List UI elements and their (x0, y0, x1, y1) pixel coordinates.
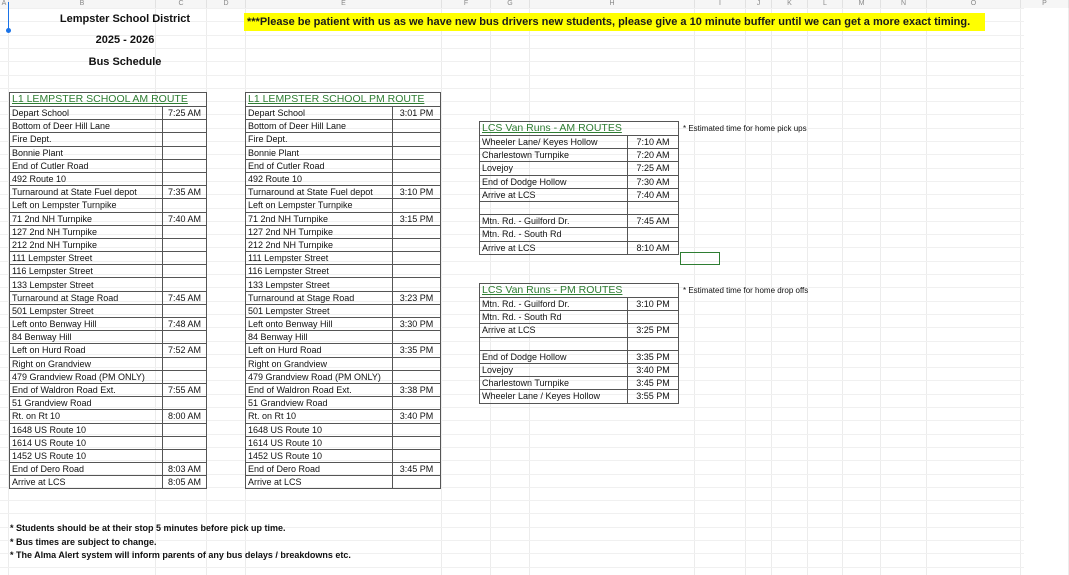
stop-time[interactable] (163, 397, 207, 410)
stop-time[interactable] (163, 265, 207, 278)
table-row (10, 238, 207, 251)
column-header-n[interactable]: N (881, 0, 927, 8)
table-row (246, 449, 441, 462)
stop-time[interactable]: 3:10 PM (628, 298, 679, 311)
stop-name[interactable]: 501 Lempster Street (246, 304, 393, 317)
stop-name[interactable]: 51 Grandview Road (246, 397, 393, 410)
stop-time[interactable] (393, 278, 441, 291)
stop-name[interactable]: Bottom of Deer Hill Lane (10, 120, 163, 133)
stop-time[interactable]: 7:20 AM (628, 149, 679, 162)
stop-name[interactable]: Wheeler Lane/ Keyes Hollow (480, 136, 628, 149)
table-row (480, 377, 679, 390)
stop-name[interactable]: Mtn. Rd. - South Rd (480, 228, 628, 241)
table-row (246, 199, 441, 212)
table-row (10, 449, 207, 462)
table-row (246, 423, 441, 436)
table-row (10, 397, 207, 410)
footer-note-3: * The Alma Alert system will inform parents of any bus delays / breakdowns etc. (10, 550, 351, 560)
grid-hline (0, 88, 1024, 89)
table-row (246, 291, 441, 304)
pm_route-title: L1 LEMPSTER SCHOOL PM ROUTE (246, 93, 441, 107)
table-row (10, 423, 207, 436)
stop-time[interactable] (163, 449, 207, 462)
stop-time[interactable] (163, 304, 207, 317)
stop-name[interactable]: Fire Dept. (10, 133, 163, 146)
stop-name[interactable]: 212 2nd NH Turnpike (10, 238, 163, 251)
stop-time[interactable] (163, 331, 207, 344)
stop-name[interactable]: 111 Lempster Street (246, 252, 393, 265)
stop-time[interactable] (393, 133, 441, 146)
stop-name[interactable]: Depart School (10, 107, 163, 120)
table-row (10, 304, 207, 317)
grid-hline (0, 500, 1024, 501)
stop-time[interactable]: 7:25 AM (163, 107, 207, 120)
stop-name[interactable]: 1614 US Route 10 (10, 436, 163, 449)
table-row (10, 436, 207, 449)
stop-time[interactable] (163, 436, 207, 449)
stop-name[interactable]: End of Dero Road (10, 463, 163, 476)
stop-time[interactable] (163, 199, 207, 212)
table-row (480, 136, 679, 149)
stop-name[interactable]: 71 2nd NH Turnpike (10, 212, 163, 225)
table-row (10, 383, 207, 396)
table-row (246, 265, 441, 278)
stop-time[interactable] (393, 397, 441, 410)
table-row (246, 383, 441, 396)
stop-name[interactable]: 127 2nd NH Turnpike (10, 225, 163, 238)
stop-name[interactable]: 127 2nd NH Turnpike (246, 225, 393, 238)
column-header-e[interactable]: E (246, 0, 442, 8)
stop-name[interactable]: Left on Hurd Road (10, 344, 163, 357)
table-row (246, 107, 441, 120)
column-header-f[interactable]: F (442, 0, 491, 8)
van-am-table (479, 121, 679, 255)
table-row (246, 304, 441, 317)
table-row (10, 357, 207, 370)
table-row (10, 212, 207, 225)
stop-time[interactable]: 7:55 AM (163, 383, 207, 396)
table-row (10, 186, 207, 199)
stop-time[interactable] (393, 304, 441, 317)
stop-name[interactable]: 492 Route 10 (10, 172, 163, 185)
table-row (480, 175, 679, 188)
stop-name[interactable]: Right on Grandview (10, 357, 163, 370)
column-header-h[interactable]: H (530, 0, 695, 8)
stop-time[interactable] (393, 159, 441, 172)
grid-vline (1020, 8, 1021, 575)
stop-name[interactable]: Rt. on Rt 10 (10, 410, 163, 423)
stop-name[interactable]: Right on Grandview (246, 357, 393, 370)
stop-time[interactable] (163, 120, 207, 133)
table-row (480, 228, 679, 241)
table-row (480, 390, 679, 403)
stop-time[interactable] (393, 423, 441, 436)
pm-route-table (245, 92, 441, 489)
stop-name[interactable]: 116 Lempster Street (246, 265, 393, 278)
table-row (480, 215, 679, 228)
column-header-g[interactable]: G (491, 0, 530, 8)
column-header-b[interactable]: B (9, 0, 156, 8)
stop-name[interactable]: Turnaround at State Fuel depot (10, 186, 163, 199)
stop-name[interactable]: Fire Dept. (246, 133, 393, 146)
stop-time[interactable]: 3:55 PM (628, 390, 679, 403)
stop-time[interactable]: 7:30 AM (628, 175, 679, 188)
stop-name[interactable]: Mtn. Rd. - South Rd (480, 311, 628, 324)
stop-time[interactable]: 3:23 PM (393, 291, 441, 304)
grid-hline (0, 48, 1024, 49)
table-row (246, 463, 441, 476)
table-row (480, 350, 679, 363)
table-row (10, 331, 207, 344)
grid-hline (0, 8, 1024, 9)
stop-name[interactable]: 51 Grandview Road (10, 397, 163, 410)
grid-hline (0, 567, 1024, 568)
stop-name[interactable]: Arrive at LCS (480, 188, 628, 201)
stop-time[interactable]: 7:45 AM (628, 215, 679, 228)
stop-name[interactable]: Lovejoy (480, 363, 628, 376)
stop-name[interactable]: Charlestown Turnpike (480, 149, 628, 162)
column-header-p[interactable]: P (1021, 0, 1069, 8)
grid-hline (0, 513, 1024, 514)
stop-name[interactable]: Rt. on Rt 10 (246, 410, 393, 423)
table-row (480, 162, 679, 175)
stop-name[interactable]: Arrive at LCS (480, 241, 628, 254)
stop-name[interactable]: End of Dodge Hollow (480, 175, 628, 188)
stop-name[interactable]: End of Dero Road (246, 463, 393, 476)
stop-name[interactable]: 479 Grandview Road (PM ONLY) (246, 370, 393, 383)
stop-time[interactable]: 3:45 PM (393, 463, 441, 476)
stop-name[interactable]: 71 2nd NH Turnpike (246, 212, 393, 225)
stop-name[interactable]: Arrive at LCS (480, 324, 628, 337)
stop-name[interactable]: 133 Lempster Street (246, 278, 393, 291)
table-row (10, 107, 207, 120)
stop-name[interactable]: End of Waldron Road Ext. (10, 383, 163, 396)
stop-name[interactable]: Left onto Benway Hill (246, 318, 393, 331)
stop-time[interactable] (163, 133, 207, 146)
stop-name[interactable]: 133 Lempster Street (10, 278, 163, 291)
stop-time[interactable]: 8:05 AM (163, 476, 207, 489)
stop-name[interactable]: 492 Route 10 (246, 172, 393, 185)
stop-time[interactable] (163, 238, 207, 251)
stop-time[interactable] (163, 225, 207, 238)
stop-name[interactable]: Bonnie Plant (10, 146, 163, 159)
stop-name[interactable] (480, 337, 628, 350)
table-row (246, 159, 441, 172)
am-route-table (9, 92, 207, 489)
column-header-d[interactable]: D (207, 0, 246, 8)
footer-note-1: * Students should be at their stop 5 minutes before pick up time. (10, 523, 286, 533)
grid-hline (0, 75, 1024, 76)
table-row (480, 337, 679, 350)
stop-time[interactable]: 3:25 PM (628, 324, 679, 337)
stop-name[interactable]: End of Cutler Road (246, 159, 393, 172)
stop-time[interactable]: 7:40 AM (163, 212, 207, 225)
stop-time[interactable] (393, 331, 441, 344)
table-row (246, 172, 441, 185)
table-row (246, 278, 441, 291)
stop-time[interactable]: 7:48 AM (163, 318, 207, 331)
column-header-j[interactable]: J (746, 0, 772, 8)
table-row (246, 225, 441, 238)
school-year: 2025 - 2026 (95, 34, 155, 46)
stop-name[interactable]: 84 Benway Hill (246, 331, 393, 344)
stop-time[interactable]: 7:40 AM (628, 188, 679, 201)
column-header-o[interactable]: O (927, 0, 1021, 8)
stop-name[interactable]: Turnaround at State Fuel depot (246, 186, 393, 199)
column-header-k[interactable]: K (772, 0, 808, 8)
stop-time[interactable] (393, 436, 441, 449)
stop-name[interactable]: Bonnie Plant (246, 146, 393, 159)
table-row (246, 344, 441, 357)
stop-time[interactable] (393, 476, 441, 489)
table-row (246, 318, 441, 331)
notice-banner: ***Please be patient with us as we have new bus drivers new students, please give a 10 minute buffer until we can get a more exact timing. (244, 13, 985, 31)
stop-name[interactable]: Charlestown Turnpike (480, 377, 628, 390)
table-row (480, 201, 679, 214)
table-row (10, 133, 207, 146)
stop-name[interactable]: Left onto Benway Hill (10, 318, 163, 331)
table-row (10, 318, 207, 331)
stop-time[interactable]: 3:30 PM (393, 318, 441, 331)
stop-time[interactable]: 8:03 AM (163, 463, 207, 476)
van-pm-note: * Estimated time for home drop offs (683, 286, 809, 295)
stop-time[interactable] (393, 357, 441, 370)
stop-name[interactable]: Arrive at LCS (10, 476, 163, 489)
table-row (246, 120, 441, 133)
stop-time[interactable]: 3:38 PM (393, 383, 441, 396)
stop-time[interactable]: 7:35 AM (163, 186, 207, 199)
stop-time[interactable] (393, 238, 441, 251)
stop-name[interactable]: 1452 US Route 10 (10, 449, 163, 462)
column-header-i[interactable]: I (695, 0, 746, 8)
stop-time[interactable] (163, 252, 207, 265)
stop-name[interactable]: Turnaround at Stage Road (10, 291, 163, 304)
stop-name[interactable]: End of Waldron Road Ext. (246, 383, 393, 396)
stop-time[interactable] (163, 146, 207, 159)
stop-name[interactable] (480, 201, 628, 214)
table-row (10, 265, 207, 278)
stop-name[interactable]: 84 Benway Hill (10, 331, 163, 344)
stop-time[interactable]: 3:40 PM (628, 363, 679, 376)
table-row (10, 146, 207, 159)
selection-line (8, 2, 9, 30)
stop-time[interactable]: 3:15 PM (393, 212, 441, 225)
table-row (10, 291, 207, 304)
stop-name[interactable]: 116 Lempster Street (10, 265, 163, 278)
table-row (10, 120, 207, 133)
table-row (246, 357, 441, 370)
schedule-subtitle: Bus Schedule (88, 56, 162, 68)
stop-time[interactable]: 7:52 AM (163, 344, 207, 357)
grid-vline (842, 8, 843, 575)
grid-vline (441, 8, 442, 575)
selected-cell[interactable] (680, 252, 720, 265)
table-row (10, 252, 207, 265)
table-row (10, 199, 207, 212)
table-row (246, 252, 441, 265)
table-row (246, 212, 441, 225)
van_am-title: LCS Van Runs - AM ROUTES (480, 122, 679, 136)
van-am-note: * Estimated time for home pick ups (683, 124, 807, 133)
column-header-a[interactable]: A (0, 0, 9, 8)
stop-time[interactable]: 7:25 AM (628, 162, 679, 175)
column-header-m[interactable]: M (843, 0, 881, 8)
stop-time[interactable]: 3:45 PM (628, 377, 679, 390)
table-row (480, 363, 679, 376)
stop-name[interactable]: Turnaround at Stage Road (246, 291, 393, 304)
table-row (246, 186, 441, 199)
table-row (10, 476, 207, 489)
stop-time[interactable] (628, 337, 679, 350)
stop-name[interactable]: Left on Lempster Turnpike (246, 199, 393, 212)
selection-handle[interactable] (6, 28, 11, 33)
table-row (246, 436, 441, 449)
stop-time[interactable] (163, 370, 207, 383)
stop-name[interactable]: Lovejoy (480, 162, 628, 175)
table-row (246, 133, 441, 146)
stop-time[interactable] (393, 172, 441, 185)
stop-name[interactable]: 111 Lempster Street (10, 252, 163, 265)
stop-time[interactable]: 3:35 PM (393, 344, 441, 357)
table-row (480, 241, 679, 254)
stop-time[interactable] (393, 449, 441, 462)
stop-name[interactable]: Left on Hurd Road (246, 344, 393, 357)
column-header-l[interactable]: L (808, 0, 843, 8)
stop-time[interactable]: 3:35 PM (628, 350, 679, 363)
stop-time[interactable]: 3:10 PM (393, 186, 441, 199)
table-row (246, 370, 441, 383)
stop-time[interactable] (163, 278, 207, 291)
table-row (10, 159, 207, 172)
stop-time[interactable] (628, 228, 679, 241)
footer-note-2: * Bus times are subject to change. (10, 537, 157, 547)
stop-time[interactable] (163, 423, 207, 436)
stop-time[interactable] (393, 120, 441, 133)
table-row (480, 324, 679, 337)
stop-name[interactable]: 1452 US Route 10 (246, 449, 393, 462)
district-title: Lempster School District (59, 13, 191, 25)
table-row (246, 331, 441, 344)
grid-vline (880, 8, 881, 575)
stop-name[interactable]: Mtn. Rd. - Guilford Dr. (480, 298, 628, 311)
table-row (246, 410, 441, 423)
stop-time[interactable] (163, 172, 207, 185)
table-row (480, 311, 679, 324)
stop-name[interactable]: 501 Lempster Street (10, 304, 163, 317)
stop-time[interactable]: 7:10 AM (628, 136, 679, 149)
table-row (10, 410, 207, 423)
stop-name[interactable]: 212 2nd NH Turnpike (246, 238, 393, 251)
stop-time[interactable] (163, 159, 207, 172)
stop-time[interactable] (393, 225, 441, 238)
stop-name[interactable]: Arrive at LCS (246, 476, 393, 489)
stop-name[interactable]: Depart School (246, 107, 393, 120)
table-row (10, 463, 207, 476)
stop-time[interactable]: 3:40 PM (393, 410, 441, 423)
van_pm-title: LCS Van Runs - PM ROUTES (480, 284, 679, 298)
stop-name[interactable]: End of Cutler Road (10, 159, 163, 172)
table-row (246, 397, 441, 410)
stop-time[interactable]: 7:45 AM (163, 291, 207, 304)
stop-time[interactable] (393, 252, 441, 265)
stop-time[interactable]: 8:10 AM (628, 241, 679, 254)
column-header-c[interactable]: C (156, 0, 207, 8)
stop-name[interactable]: 1648 US Route 10 (10, 423, 163, 436)
stop-time[interactable]: 8:00 AM (163, 410, 207, 423)
stop-time[interactable] (393, 199, 441, 212)
stop-time[interactable]: 3:01 PM (393, 107, 441, 120)
table-row (10, 344, 207, 357)
stop-name[interactable]: 1614 US Route 10 (246, 436, 393, 449)
stop-time[interactable] (163, 357, 207, 370)
stop-name[interactable]: Left on Lempster Turnpike (10, 199, 163, 212)
stop-name[interactable]: 1648 US Route 10 (246, 423, 393, 436)
table-row (10, 278, 207, 291)
table-row (480, 149, 679, 162)
stop-name[interactable]: Wheeler Lane / Keyes Hollow (480, 390, 628, 403)
table-row (10, 370, 207, 383)
am_route-title: L1 LEMPSTER SCHOOL AM ROUTE (10, 93, 207, 107)
stop-name[interactable]: Bottom of Deer Hill Lane (246, 120, 393, 133)
table-row (10, 225, 207, 238)
table-row (246, 476, 441, 489)
stop-name[interactable]: End of Dodge Hollow (480, 350, 628, 363)
table-row (480, 188, 679, 201)
stop-time[interactable] (393, 265, 441, 278)
van-pm-table (479, 283, 679, 404)
table-row (10, 172, 207, 185)
table-row (246, 238, 441, 251)
stop-time[interactable] (628, 201, 679, 214)
grid-vline (926, 8, 927, 575)
stop-time[interactable] (628, 311, 679, 324)
stop-time[interactable] (393, 146, 441, 159)
stop-name[interactable]: 479 Grandview Road (PM ONLY) (10, 370, 163, 383)
stop-time[interactable] (393, 370, 441, 383)
table-row (480, 298, 679, 311)
table-row (246, 146, 441, 159)
stop-name[interactable]: Mtn. Rd. - Guilford Dr. (480, 215, 628, 228)
